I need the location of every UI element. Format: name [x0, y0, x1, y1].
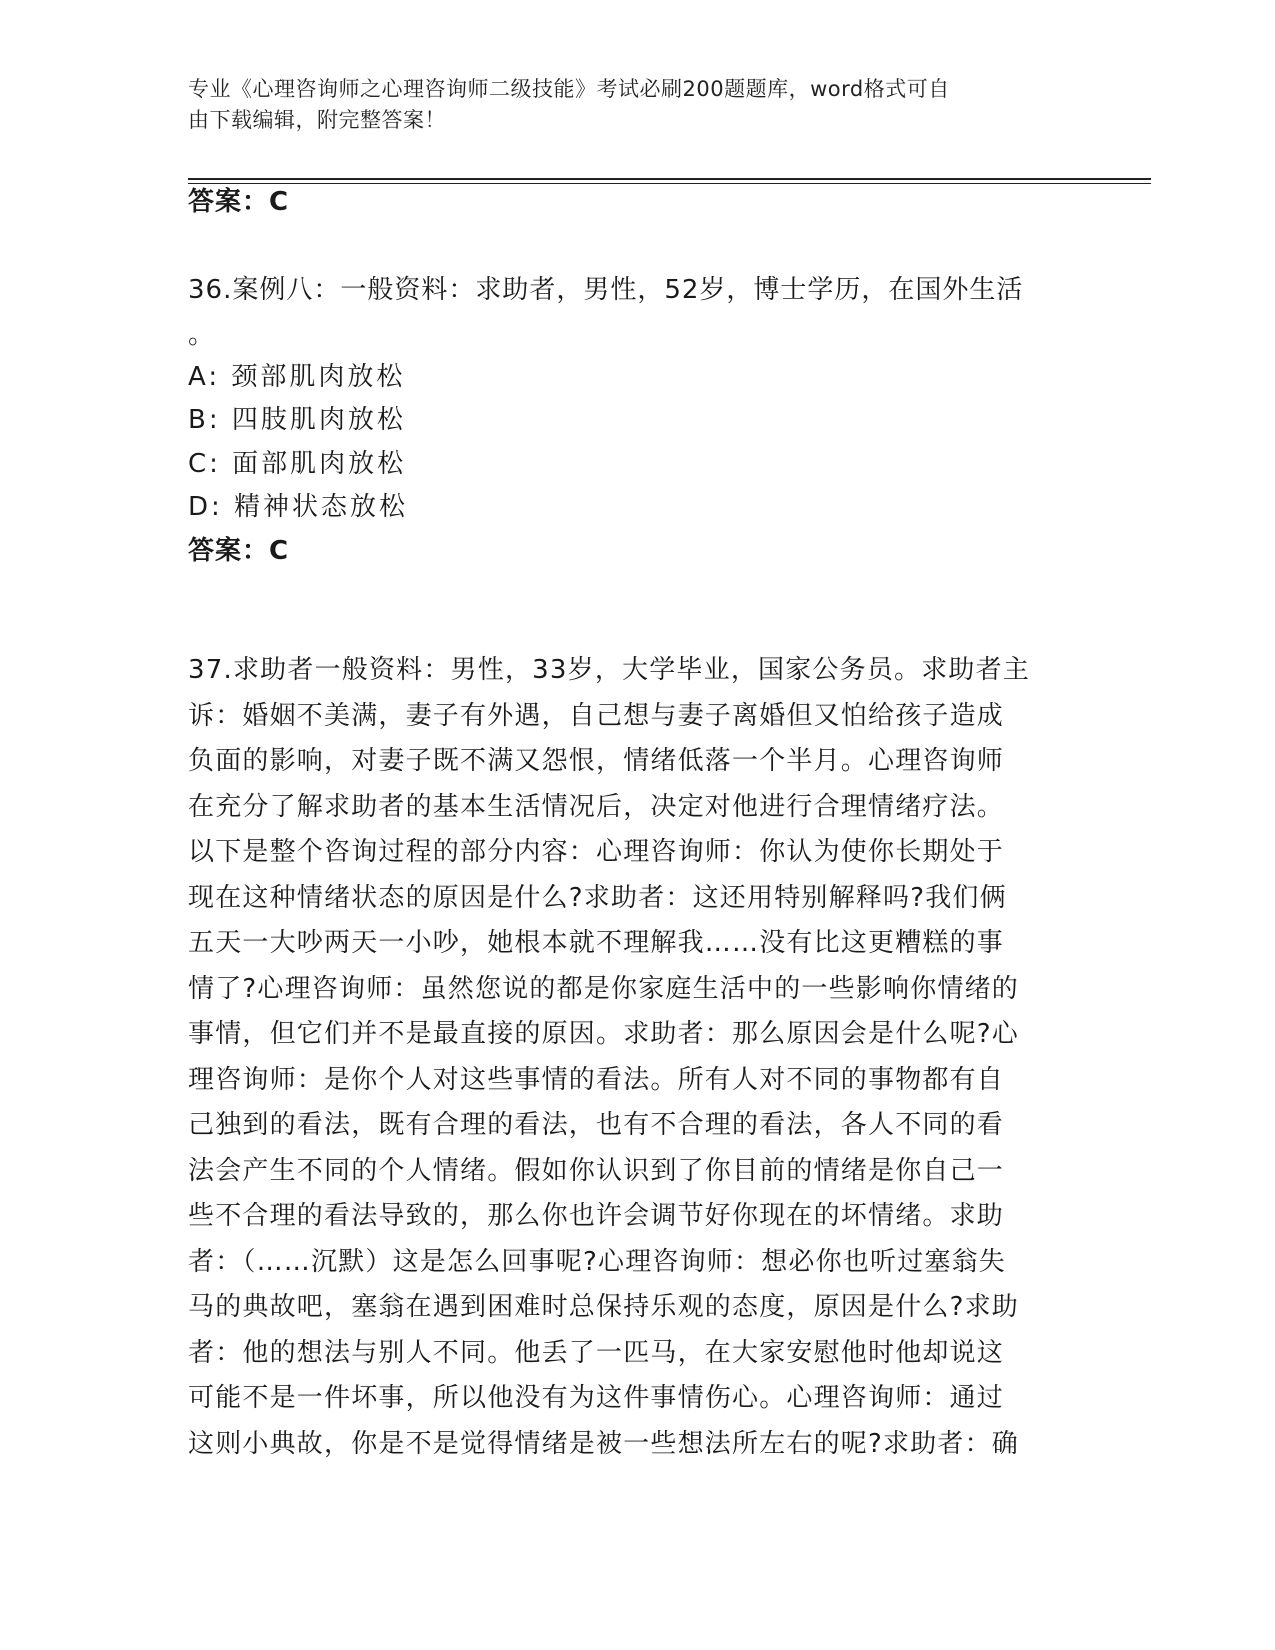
question-36-stem-line-2: 。: [188, 320, 216, 350]
question-37-line: 诉：婚姻不美满，妻子有外遇，自己想与妻子离婚但又怕给孩子造成: [188, 700, 1005, 731]
question-37-line: 37.求助者一般资料：男性，33岁，大学毕业，国家公务员。求助者主: [188, 655, 1031, 685]
question-37-line: 些不合理的看法导致的，那么你也许会调节好你现在的坏情绪。求助: [188, 1201, 1005, 1231]
question-37-line: 以下是整个咨询过程的部分内容：心理咨询师：你认为使你长期处于: [188, 837, 1005, 867]
question-36-stem-line-1: 36.案例八：一般资料：求助者，男性，52岁，博士学历，在国外生活: [188, 275, 1024, 305]
question-37-line: 在充分了解求助者的基本生活情况后，决定对他进行合理情绪疗法。: [188, 791, 1005, 822]
question-37-line: 情了?心理咨询师：虽然您说的都是你家庭生活中的一些影响你情绪的: [188, 973, 1020, 1004]
question-36-option-b: B: 四肢肌肉放松: [188, 405, 406, 435]
question-36-answer: 答案：C: [188, 536, 290, 566]
question-37-line: 者：他的想法与别人不同。他丢了一匹马，在大家安慰他时他却说这: [188, 1337, 1005, 1368]
question-37-line: 己独到的看法，既有合理的看法，也有不合理的看法，各人不同的看: [188, 1110, 1005, 1140]
header-line-1: 专业《心理咨询师之心理咨询师二级技能》考试必刷200题题库，word格式可自: [188, 77, 950, 101]
question-37-line: 负面的影响，对妻子既不满又怨恨，情绪低落一个半月。心理咨询师: [188, 746, 1005, 776]
question-37-line: 可能不是一件坏事，所以他没有为这件事情伤心。心理咨询师：通过: [188, 1383, 1005, 1413]
question-37-line: 马的典故吧，塞翁在遇到困难时总保持乐观的态度，原因是什么?求助: [188, 1292, 1020, 1322]
question-36-option-a: A: 颈部肌肉放松: [188, 362, 406, 392]
question-37-body: [188, 648, 1088, 1467]
question-37-line: 五天一大吵两天一小吵，她根本就不理解我……没有比这更糟糕的事: [188, 928, 1005, 958]
question-36-option-d: D: 精神状态放松: [188, 492, 409, 522]
answer-previous: 答案：C: [188, 187, 290, 217]
header-divider-thin: [188, 183, 1151, 184]
header-line-2: 由下载编辑，附完整答案！: [188, 108, 446, 132]
question-37-line: 理咨询师：是你个人对这些事情的看法。所有人对不同的事物都有自: [188, 1064, 1005, 1095]
question-37-line: 这则小典故，你是不是觉得情绪是被一些想法所左右的呢?求助者：确: [188, 1428, 1020, 1459]
question-37-line: 法会产生不同的个人情绪。假如你认识到了你目前的情绪是你自己一: [188, 1155, 1005, 1186]
header-divider-thick: [188, 178, 1151, 180]
question-37-line: 现在这种情绪状态的原因是什么?求助者：这还用特别解释吗?我们俩: [188, 882, 1007, 913]
question-37-line: 事情，但它们并不是最直接的原因。求助者：那么原因会是什么呢?心: [188, 1019, 1020, 1049]
question-36-option-c: C: 面部肌肉放松: [188, 449, 407, 479]
question-37-line: 者：（……沉默）这是怎么回事呢?心理咨询师：想必你也听过塞翁失: [188, 1246, 1007, 1277]
document-header: [188, 74, 1068, 136]
